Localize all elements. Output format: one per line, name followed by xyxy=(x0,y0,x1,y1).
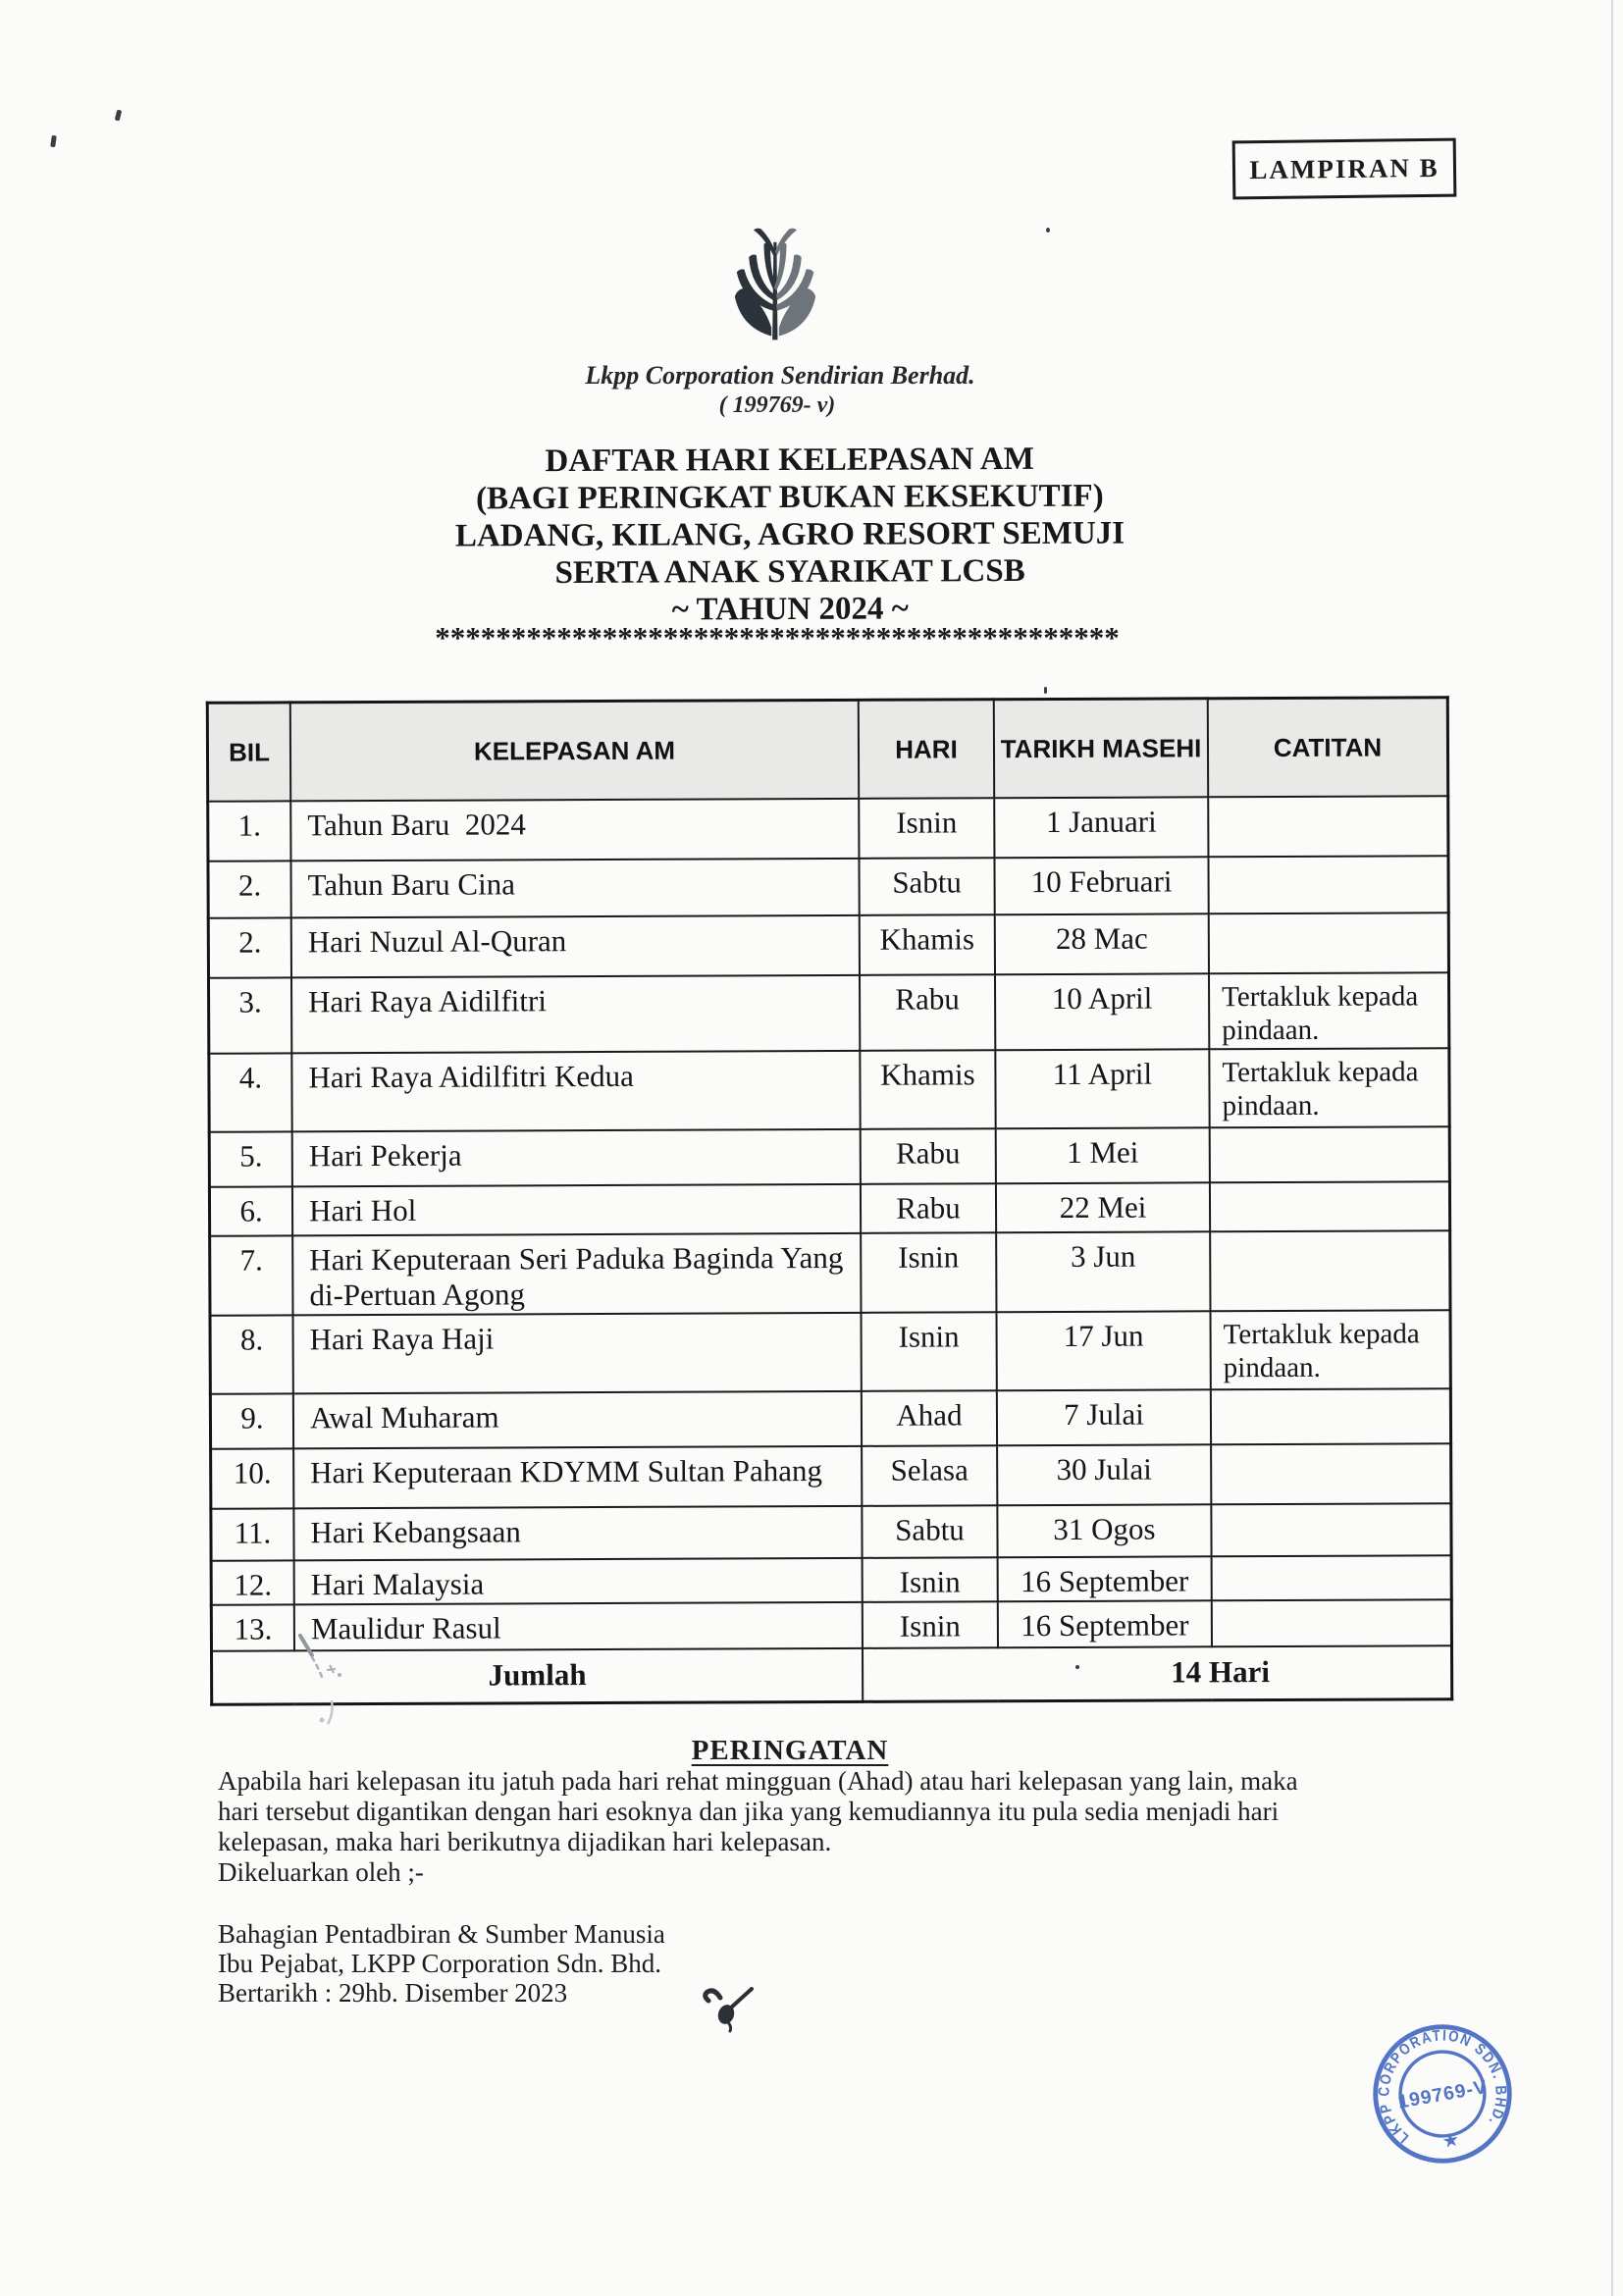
cell-day: Isnin xyxy=(859,798,994,859)
cell-date: 31 Ogos xyxy=(997,1504,1211,1557)
ink-speck xyxy=(1044,687,1047,694)
cell-date: 1 Januari xyxy=(994,797,1208,858)
cell-bil: 1. xyxy=(208,801,291,861)
cell-day: Selasa xyxy=(862,1445,997,1506)
title-line: DAFTAR HARI KELEPASAN AM xyxy=(545,441,1034,480)
cell-date: 7 Julai xyxy=(997,1389,1211,1445)
table-row xyxy=(209,1181,1449,1236)
cell-note xyxy=(1210,1181,1450,1231)
cell-day: Isnin xyxy=(863,1601,998,1648)
title-line: (BAGI PERINGKAT BUKAN EKSEKUTIF) xyxy=(475,478,1104,517)
cell-bil: 2. xyxy=(208,861,291,917)
cell-holiday-name: Hari Keputeraan Seri Paduka Baginda Yang di-Pertuan Agong xyxy=(292,1232,861,1315)
cell-note xyxy=(1211,1388,1451,1444)
cell-bil: 5. xyxy=(209,1131,292,1186)
cell-note xyxy=(1208,856,1448,913)
scan-edge-artifact xyxy=(1611,0,1613,2296)
company-palm-logo-icon xyxy=(708,216,842,347)
lampiran-label: LAMPIRAN B xyxy=(1249,152,1440,184)
cell-bil: 11. xyxy=(211,1508,294,1560)
header-hari: HARI xyxy=(859,700,994,799)
cell-bil: 12. xyxy=(211,1560,294,1604)
ink-speck xyxy=(1046,228,1050,233)
header-bil: BIL xyxy=(207,703,290,801)
summary-label: Jumlah xyxy=(211,1647,863,1704)
table-row xyxy=(209,1126,1449,1187)
cell-date: 16 September xyxy=(998,1600,1212,1647)
cell-date: 3 Jun xyxy=(996,1231,1210,1312)
cell-holiday-name: Awal Muharam xyxy=(293,1390,862,1448)
cell-day: Isnin xyxy=(863,1557,998,1602)
cell-bil: 2. xyxy=(208,917,291,977)
cell-day: Ahad xyxy=(862,1390,997,1446)
cell-holiday-name: Tahun Baru 2024 xyxy=(290,798,859,861)
notice-body-line: kelepasan, maka hari berikutnya dijadikan hari kelepasan. xyxy=(218,1827,832,1856)
cell-bil: 6. xyxy=(209,1186,292,1235)
cell-date: 28 Mac xyxy=(995,913,1209,974)
cell-bil: 4. xyxy=(209,1053,292,1131)
table-row xyxy=(210,1310,1450,1394)
cell-holiday-name: Hari Kebangsaan xyxy=(293,1505,862,1560)
issuer-block xyxy=(218,1919,1101,2008)
cell-date: 11 April xyxy=(995,1049,1209,1128)
cell-day: Isnin xyxy=(861,1232,996,1313)
header-tarikh: TARIKH MASEHI xyxy=(994,699,1208,798)
header-kelepasan: KELEPASAN AM xyxy=(290,700,859,801)
cell-note xyxy=(1210,1230,1450,1311)
stamp-star-icon: ★ xyxy=(1440,2128,1461,2154)
summary-row xyxy=(211,1645,1451,1705)
table-row xyxy=(209,1048,1449,1132)
issuer-line: Bertarikh : 29hb. Disember 2023 xyxy=(218,1978,568,2008)
issued-by-label: Dikeluarkan oleh ;- xyxy=(218,1857,424,1887)
cell-day: Khamis xyxy=(860,1050,995,1129)
cell-day: Sabtu xyxy=(862,1505,997,1558)
cell-bil: 7. xyxy=(210,1235,293,1315)
cell-note: Tertakluk kepada pindaan. xyxy=(1209,972,1449,1049)
cell-day: Isnin xyxy=(861,1312,996,1391)
title-line: ~ TAHUN 2024 ~ xyxy=(671,591,910,628)
notice-body xyxy=(218,1766,1405,1888)
cell-holiday-name: Hari Malaysia xyxy=(294,1557,863,1604)
title-line: SERTA ANAK SYARIKAT LCSB xyxy=(554,552,1025,592)
cell-date: 16 September xyxy=(998,1556,1212,1601)
cell-holiday-name: Hari Pekerja xyxy=(292,1128,861,1186)
cell-bil: 13. xyxy=(211,1604,294,1650)
table-row xyxy=(209,972,1449,1054)
table-row xyxy=(208,913,1448,978)
asterisk-separator: ********************************************* xyxy=(435,620,1120,654)
table-row xyxy=(211,1443,1451,1509)
cell-holiday-name: Hari Nuzul Al-Quran xyxy=(291,914,860,977)
table-row xyxy=(208,796,1448,861)
company-rubber-stamp xyxy=(1366,2017,1519,2170)
table-row xyxy=(208,856,1448,918)
cell-holiday-name: Hari Raya Aidilfitri Kedua xyxy=(291,1050,860,1131)
cell-note xyxy=(1211,1503,1451,1556)
holiday-table-header xyxy=(207,698,1447,802)
document-title-block xyxy=(0,438,1580,631)
cell-note xyxy=(1208,796,1448,857)
cell-holiday-name: Maulidur Rasul xyxy=(294,1601,863,1650)
holiday-table xyxy=(206,696,1453,1706)
cell-day: Rabu xyxy=(861,1128,996,1184)
notice-body-line: hari tersebut digantikan dengan hari esoknya dan jika yang kemudiannya itu pula sedia menjadi hari xyxy=(218,1797,1280,1826)
notice-title: PERINGATAN xyxy=(691,1735,889,1766)
cell-date: 30 Julai xyxy=(997,1444,1211,1505)
table-row xyxy=(210,1230,1450,1316)
summary-value: 14 Hari xyxy=(863,1645,1452,1702)
cell-day: Sabtu xyxy=(859,858,994,915)
cell-note xyxy=(1210,1126,1450,1182)
cell-holiday-name: Tahun Baru Cina xyxy=(290,858,859,917)
cell-bil: 10. xyxy=(211,1448,294,1508)
cell-day: Rabu xyxy=(860,974,995,1051)
cell-date: 17 Jun xyxy=(996,1311,1210,1390)
cell-bil: 3. xyxy=(209,977,292,1053)
holiday-table-body xyxy=(208,796,1452,1651)
cell-note xyxy=(1212,1599,1452,1646)
header-row xyxy=(207,698,1447,802)
cell-date: 1 Mei xyxy=(996,1127,1210,1183)
cell-note xyxy=(1209,913,1449,973)
handwritten-checkmark xyxy=(687,1977,775,2046)
table-row xyxy=(211,1599,1451,1651)
logo-caption: Lkpp Corporation Sendirian Berhad. xyxy=(585,361,975,390)
table-row xyxy=(211,1555,1451,1605)
table-row xyxy=(211,1503,1451,1561)
cell-holiday-name: Hari Hol xyxy=(292,1183,861,1235)
issuer-line: Bahagian Pentadbiran & Sumber Manusia xyxy=(218,1919,665,1949)
table-row xyxy=(210,1388,1450,1449)
cell-date: 10 Februari xyxy=(994,857,1208,914)
cell-note: Tertakluk kepada pindaan. xyxy=(1210,1310,1450,1389)
ink-speck xyxy=(115,110,123,122)
cell-holiday-name: Hari Keputeraan KDYMM Sultan Pahang xyxy=(293,1445,862,1508)
cell-note: Tertakluk kepada pindaan. xyxy=(1209,1048,1449,1127)
notice-body-line: Apabila hari kelepasan itu jatuh pada hari rehat mingguan (Ahad) atau hari kelepasan yang lain, maka xyxy=(218,1766,1298,1796)
cell-day: Rabu xyxy=(861,1183,996,1233)
title-line: LADANG, KILANG, AGRO RESORT SEMUJI xyxy=(454,515,1126,554)
cell-bil: 8. xyxy=(210,1315,293,1393)
logo-registration-number: ( 199769- v) xyxy=(718,392,836,418)
cell-day: Khamis xyxy=(860,914,995,975)
cell-date: 10 April xyxy=(995,973,1209,1050)
lampiran-label-box xyxy=(1232,138,1457,200)
cell-holiday-name: Hari Raya Aidilfitri xyxy=(291,974,860,1053)
stamp-center-text: 199769-V xyxy=(1395,2075,1490,2113)
ink-speck xyxy=(50,135,57,148)
stamp-ring-text: LKPP CORPORATION SDN. BHD. xyxy=(1376,2027,1509,2146)
cell-date: 22 Mei xyxy=(996,1182,1210,1232)
header-catitan: CATITAN xyxy=(1208,698,1448,797)
cell-note xyxy=(1212,1555,1452,1600)
cell-holiday-name: Hari Raya Haji xyxy=(293,1312,862,1393)
cell-bil: 9. xyxy=(210,1393,293,1448)
issuer-line: Ibu Pejabat, LKPP Corporation Sdn. Bhd. xyxy=(218,1949,661,1978)
cell-note xyxy=(1211,1443,1451,1504)
